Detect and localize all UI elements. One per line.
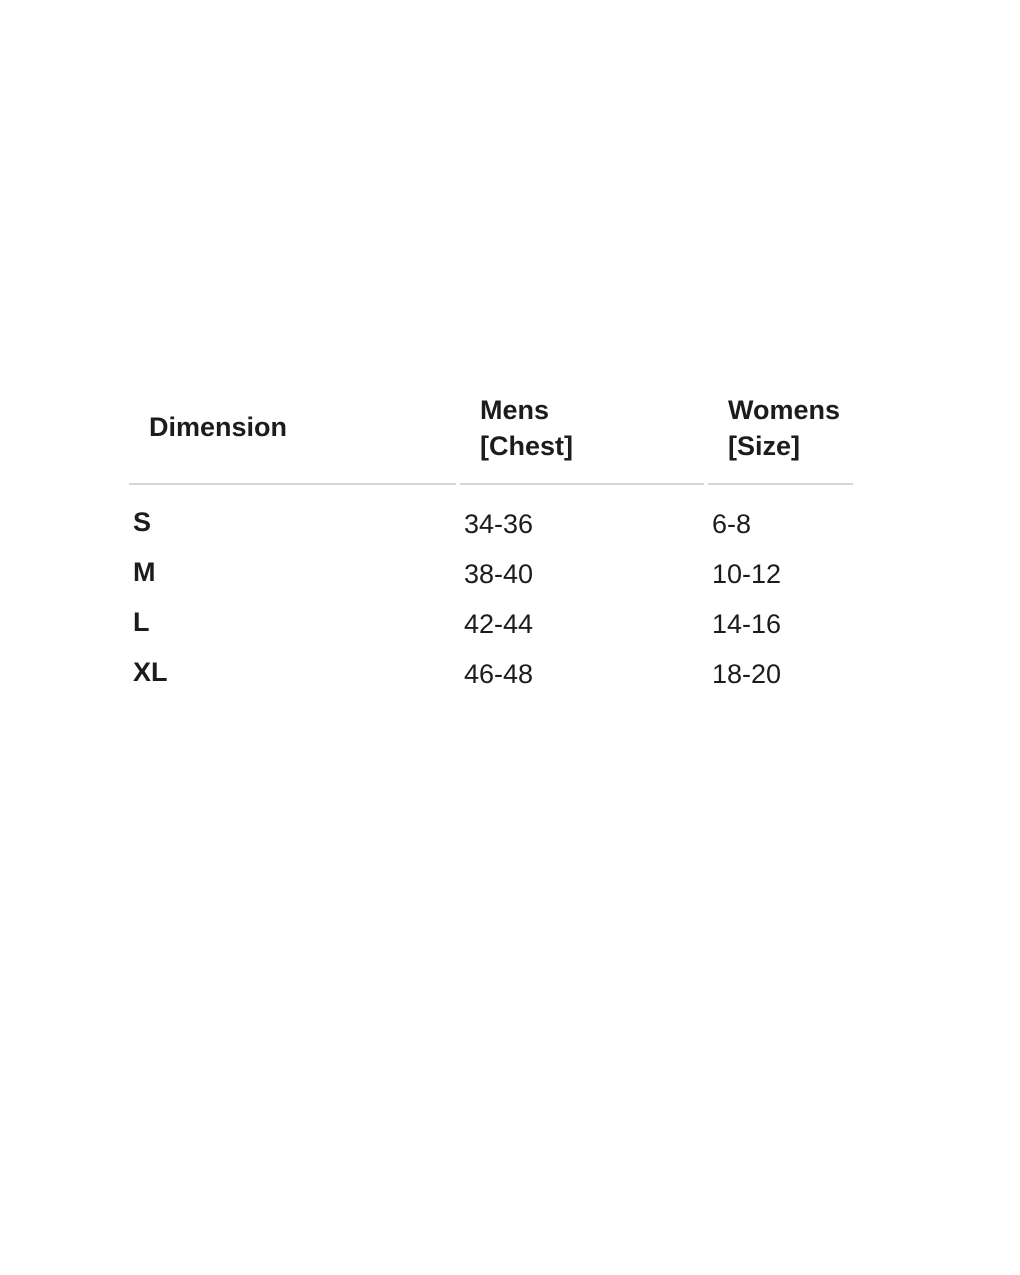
cell-dimension: M: [133, 557, 156, 587]
header-mens: [460, 392, 704, 485]
table-row: [129, 504, 853, 554]
header-divider: [708, 483, 853, 485]
header-dimension-label: Dimension: [149, 412, 288, 442]
header-dimension: [129, 392, 456, 485]
cell-dimension: S: [133, 507, 152, 537]
cell-mens: 38-40: [464, 559, 534, 589]
header-mens-line-1: Mens: [480, 395, 550, 425]
cell-womens: 14-16: [712, 609, 782, 639]
cell-womens: 10-12: [712, 559, 782, 589]
cell-womens: 18-20: [712, 659, 782, 689]
table-row: [129, 654, 853, 704]
header-divider: [460, 483, 704, 485]
size-chart-table: [129, 392, 853, 689]
header-mens-line-2: [Chest]: [480, 431, 573, 461]
cell-womens: 6-8: [712, 509, 752, 539]
cell-dimension: XL: [133, 657, 168, 687]
cell-mens: 34-36: [464, 509, 534, 539]
cell-mens: 42-44: [464, 609, 534, 639]
header-womens-line-1: Womens: [728, 395, 841, 425]
cell-mens: 46-48: [464, 659, 534, 689]
header-mens-label: [480, 392, 573, 464]
cell-dimension: L: [133, 607, 150, 637]
header-womens: [708, 392, 853, 485]
header-womens-label: [728, 392, 840, 464]
header-womens-line-2: [Size]: [728, 431, 801, 461]
table-row: [129, 604, 853, 654]
table-body: [129, 504, 853, 704]
table-header-row: [129, 392, 853, 485]
table-row: [129, 554, 853, 604]
header-divider: [129, 483, 456, 485]
